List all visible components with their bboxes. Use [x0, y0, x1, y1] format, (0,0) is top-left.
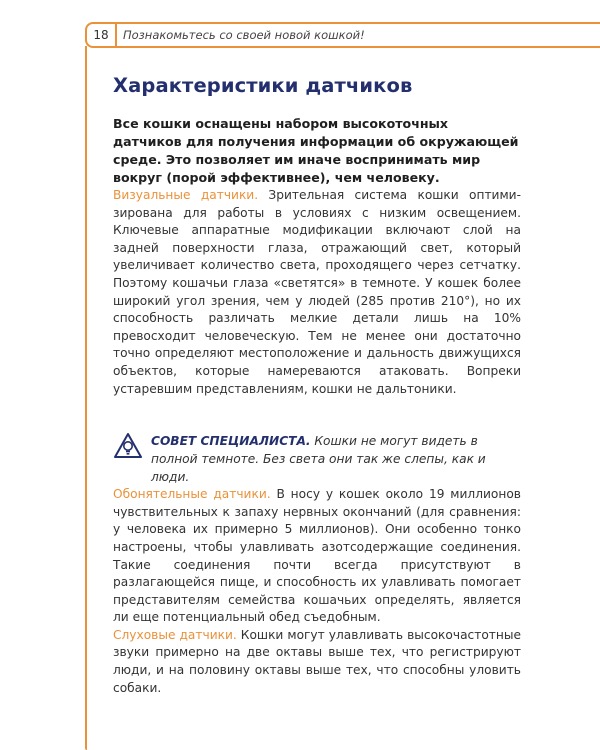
running-title: Познакомьтесь со своей новой кошкой!	[123, 28, 365, 42]
tip-label: СОВЕТ СПЕЦИАЛИСТА.	[151, 434, 311, 449]
lightbulb-warning-icon	[113, 432, 143, 460]
page-header	[85, 22, 600, 48]
smell-sensors-paragraph	[113, 486, 521, 627]
side-rule	[85, 46, 87, 750]
smell-sensors-text: В носу у кошек около 19 миллионов чувствительных к запаху нервных окончаний (для сравнения: у человека их примерно 5 миллионов). Они особенно тонко настроены, чтобы улавливать азотсодержащие соединения. Такие соединения почти всегда присутствуют в разлагающейся пище, и способность их улавливать помогает представителям семейства кошачьих определять, является ли еще потенциальный обед съедобным.	[113, 487, 521, 625]
hearing-sensors-term: Слуховые датчики.	[113, 627, 237, 642]
visual-sensors-term: Визуальные датчики.	[113, 188, 259, 202]
hearing-sensors-text: Кошки могут улавливать высокочастотные звуки примерно на две октавы выше тех, что регистрируют люди, и на половину октавы выше тех, что способны уловить собаки.	[113, 627, 521, 695]
smell-sensors-term: Обонятельные датчики.	[113, 487, 271, 502]
section-heading: Характеристики датчиков	[113, 74, 413, 97]
page-number: 18	[87, 24, 117, 46]
hearing-sensors-paragraph	[113, 627, 521, 697]
tip-text: Кошки не могут видеть в полной темноте. Без света они так же слепы, как и люди.	[151, 434, 486, 485]
visual-sensors-text: Зрительная система кошки оптимизирована для работы в условиях с низким освещением. Ключевые аппаратные модификации включают слой на задней поверхности глаза, отражающий свет, который увеличивает количество света, проходящего через сетчатку. Поэтому кошачьи глаза «светятся» в темноте. У кошек более широкий угол зрения, чем у людей (285 против 210°), но их способность различать мелкие детали лишь на 10% превосходит человеческую. Тем не менее они достаточно точно определяют местоположение и дальность движущихся объектов, которые намереваются атаковать. Вопреки устаревшим представлениям, кошки не дальтоники.	[113, 188, 522, 396]
page-content	[113, 72, 521, 697]
visual-sensors-paragraph	[113, 187, 521, 398]
lead-paragraph: Все кошки оснащены набором высокоточных датчиков для получения информации об окружающей среде. Это позволяет им иначе воспринимать мир вокруг (порой эффективнее), чем человеку.	[113, 116, 519, 185]
expert-tip	[113, 432, 521, 486]
